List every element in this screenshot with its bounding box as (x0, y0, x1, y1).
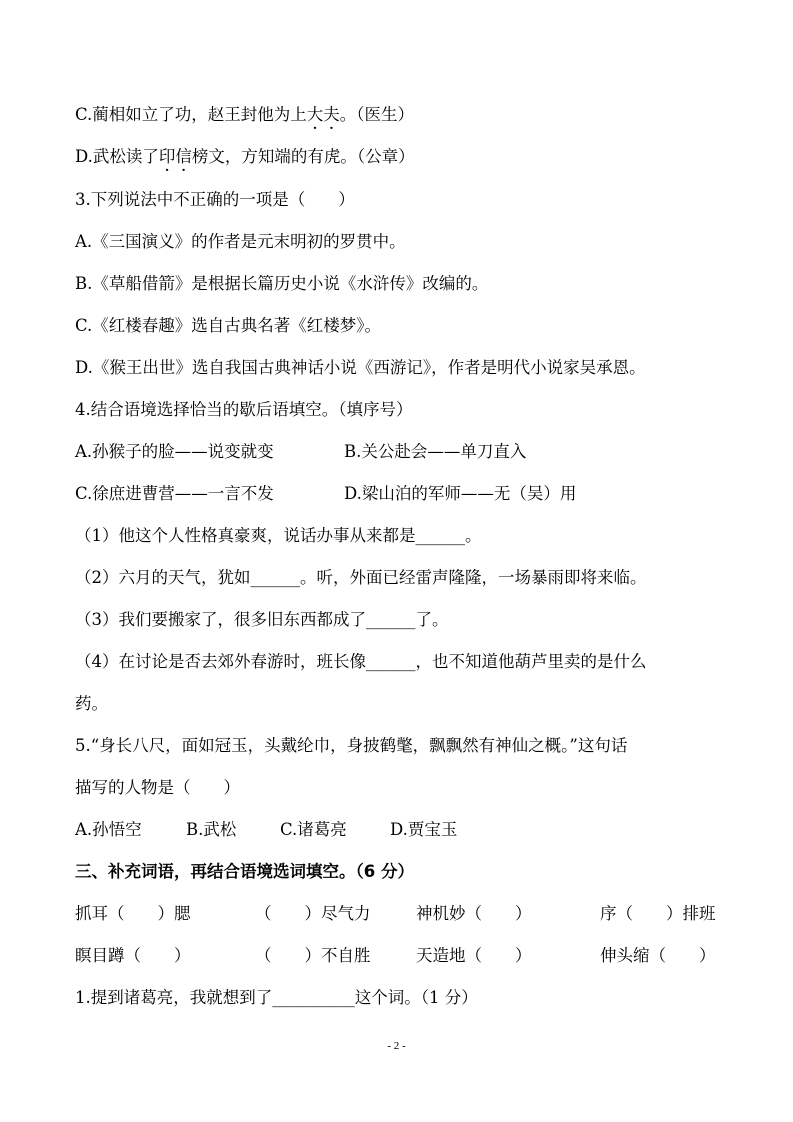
q3-stem: 3.下列说法中不正确的一项是（ ） (75, 190, 355, 209)
q5-stem-line1: 5.“身长八尺，面如冠玉，头戴纶巾，身披鹤氅，飘飘然有神仙之概。”这句话 (75, 736, 628, 755)
q3-option-c: C.《红楼春趣》选自古典名著《红楼梦》。 (75, 316, 382, 335)
page-number: - 2 - (387, 1040, 406, 1052)
q4-item-4: （4）在讨论是否去郊外春游时，班长像______，也不知道他葫芦里卖的是什么 (75, 652, 647, 671)
q5-option-a: A.孙悟空 (75, 820, 142, 839)
q5-stem-line2: 描写的人物是（ ） (75, 778, 240, 797)
idiom-cell: 抓耳（ ）腮 (75, 904, 191, 923)
q4-item-3: （3）我们要搬家了，很多旧东西都成了______了。 (75, 610, 449, 629)
emphasis-dot-char: 大 (306, 105, 324, 124)
idiom-cell: （ ）不自胜 (255, 946, 371, 965)
q4-option-b: B.关公赴会——单刀直入 (344, 442, 527, 461)
q4-stem: 4.结合语境选择恰当的歇后语填空。（填序号） (75, 400, 413, 419)
q2-option-d: D.武松读了印信榜文，方知端的有虎。（公章） (75, 147, 415, 166)
q5-option-b: B.武松 (186, 820, 237, 839)
idiom-cell: 瞑目蹲（ ） (75, 946, 191, 965)
section-3-q1: 1.提到诸葛亮，我就想到了__________这个词。（1 分） (75, 988, 478, 1007)
idiom-cell: （ ）尽气力 (255, 904, 371, 923)
q4-option-c: C.徐庶进曹营——一言不发 (75, 484, 274, 503)
emphasis-dot-char: 印 (158, 147, 176, 166)
q4-option-a: A.孙猴子的脸——说变就变 (75, 442, 274, 461)
emphasis-dot-char: 信 (175, 147, 192, 166)
q2-option-c: C.蔺相如立了功，赵王封他为上大夫。（医生） (75, 105, 415, 124)
idiom-cell: 天造地（ ） (416, 946, 532, 965)
idiom-cell: 序（ ）排班 (600, 904, 716, 923)
q5-option-c: C.诸葛亮 (280, 820, 347, 839)
idiom-cell: 伸头缩（ ） (600, 946, 716, 965)
q3-option-d: D.《猴王出世》选自我国古典神话小说《西游记》，作者是明代小说家吴承恩。 (75, 358, 646, 377)
q5-option-d: D.贾宝玉 (390, 820, 458, 839)
q4-option-d: D.梁山泊的军师——无（吴）用 (344, 484, 577, 503)
q4-item-2: （2）六月的天气，犹如______。听，外面已经雷声隆隆，一场暴雨即将来临。 (75, 568, 647, 587)
q4-item-4-cont: 药。 (75, 694, 108, 713)
q4-item-1: （1）他这个人性格真豪爽，说话办事从来都是______。 (75, 526, 482, 545)
idiom-cell: 神机妙（ ） (416, 904, 532, 923)
emphasis-dot-char: 夫 (323, 105, 340, 124)
q3-option-a: A.《三国演义》的作者是元末明初的罗贯中。 (75, 232, 406, 251)
section-3-title: 三、补充词语，再结合语境选词填空。（6 分） (75, 862, 414, 881)
q3-option-b: B.《草船借箭》是根据长篇历史小说《水浒传》改编的。 (75, 274, 489, 293)
